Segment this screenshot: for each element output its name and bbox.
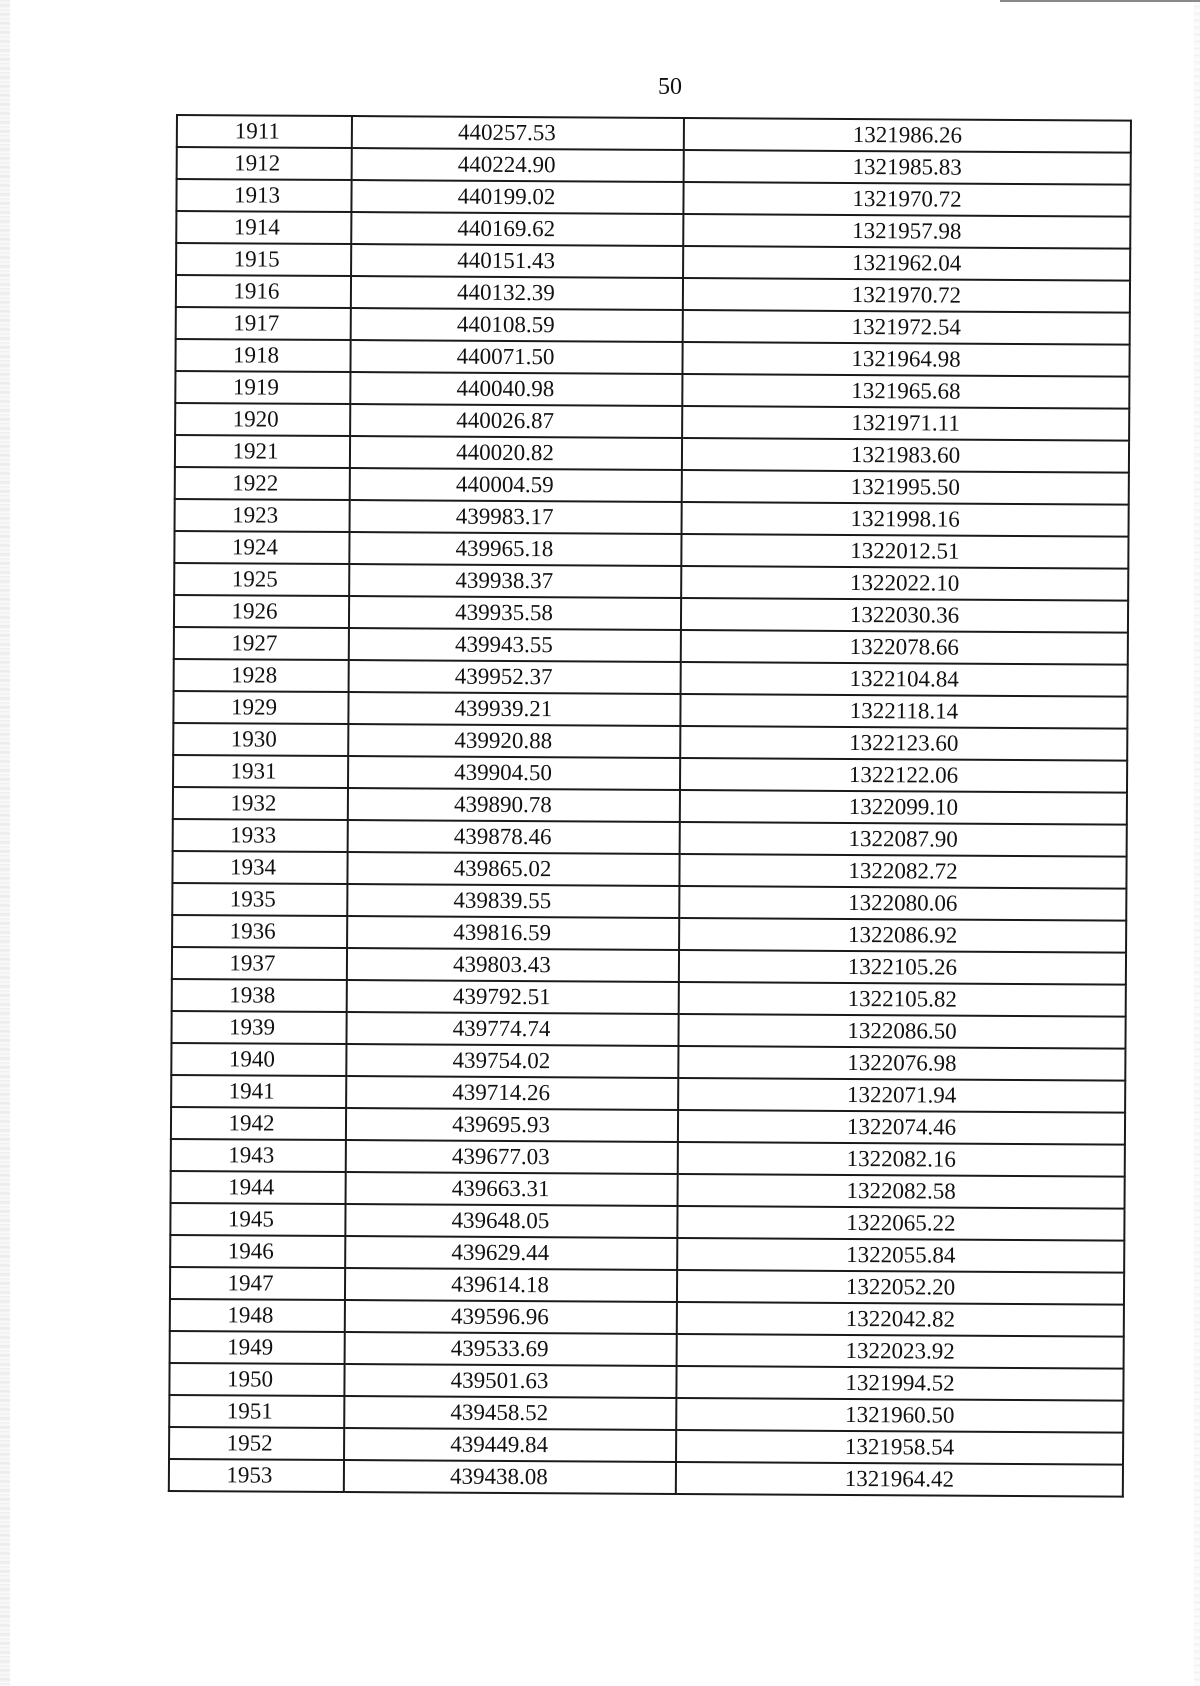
point-number-cell: 1935 — [172, 883, 347, 916]
point-number-cell: 1943 — [171, 1139, 346, 1172]
x-coordinate-cell: 440257.53 — [352, 116, 684, 150]
coordinate-table-wrapper — [168, 114, 1130, 1498]
y-coordinate-cell: 1322080.06 — [679, 886, 1126, 921]
y-coordinate-cell: 1321972.54 — [683, 310, 1130, 345]
x-coordinate-cell: 440004.59 — [350, 468, 682, 502]
x-coordinate-cell: 440132.39 — [351, 276, 683, 310]
point-number-cell: 1945 — [170, 1203, 345, 1236]
y-coordinate-cell: 1322055.84 — [677, 1238, 1124, 1273]
scan-top-line — [1000, 0, 1200, 2]
x-coordinate-cell: 439458.52 — [344, 1396, 676, 1430]
y-coordinate-cell: 1322118.14 — [680, 694, 1127, 729]
x-coordinate-cell: 439803.43 — [347, 948, 679, 982]
point-number-cell: 1921 — [175, 435, 350, 468]
y-coordinate-cell: 1322042.82 — [677, 1302, 1124, 1337]
y-coordinate-cell: 1321985.83 — [684, 150, 1131, 185]
x-coordinate-cell: 440020.82 — [350, 436, 682, 470]
point-number-cell: 1952 — [169, 1427, 344, 1460]
x-coordinate-cell: 439904.50 — [348, 756, 680, 790]
y-coordinate-cell: 1321958.54 — [676, 1430, 1123, 1465]
y-coordinate-cell: 1321994.52 — [676, 1366, 1123, 1401]
point-number-cell: 1911 — [177, 115, 352, 148]
x-coordinate-cell: 439939.21 — [348, 692, 680, 726]
x-coordinate-cell: 440026.87 — [350, 404, 682, 438]
coordinate-table-body — [169, 115, 1131, 1497]
y-coordinate-cell: 1322105.82 — [679, 982, 1126, 1017]
table-row — [169, 1459, 1123, 1497]
x-coordinate-cell: 440199.02 — [351, 180, 683, 214]
x-coordinate-cell: 439629.44 — [345, 1236, 677, 1270]
y-coordinate-cell: 1322030.36 — [681, 598, 1128, 633]
y-coordinate-cell: 1322076.98 — [678, 1046, 1125, 1081]
x-coordinate-cell: 439935.58 — [349, 596, 681, 630]
x-coordinate-cell: 440071.50 — [350, 340, 682, 374]
x-coordinate-cell: 439920.88 — [348, 724, 680, 758]
point-number-cell: 1927 — [174, 627, 349, 660]
point-number-cell: 1916 — [176, 275, 351, 308]
y-coordinate-cell: 1321962.04 — [683, 246, 1130, 281]
x-coordinate-cell: 439792.51 — [347, 980, 679, 1014]
x-coordinate-cell: 439663.31 — [346, 1172, 678, 1206]
point-number-cell: 1925 — [174, 563, 349, 596]
point-number-cell: 1914 — [176, 211, 351, 244]
x-coordinate-cell: 439596.96 — [345, 1300, 677, 1334]
point-number-cell: 1951 — [169, 1395, 344, 1428]
y-coordinate-cell: 1322078.66 — [681, 630, 1128, 665]
y-coordinate-cell: 1321995.50 — [682, 470, 1129, 505]
y-coordinate-cell: 1321998.16 — [682, 502, 1129, 537]
point-number-cell: 1930 — [173, 723, 348, 756]
x-coordinate-cell: 440151.43 — [351, 244, 683, 278]
x-coordinate-cell: 439695.93 — [346, 1108, 678, 1142]
point-number-cell: 1947 — [170, 1267, 345, 1300]
point-number-cell: 1949 — [170, 1331, 345, 1364]
point-number-cell: 1942 — [171, 1107, 346, 1140]
x-coordinate-cell: 439938.37 — [349, 564, 681, 598]
point-number-cell: 1953 — [169, 1459, 344, 1492]
point-number-cell: 1944 — [171, 1171, 346, 1204]
y-coordinate-cell: 1321970.72 — [683, 278, 1130, 313]
scan-edge-right — [1194, 0, 1200, 1686]
point-number-cell: 1928 — [174, 659, 349, 692]
point-number-cell: 1932 — [173, 787, 348, 820]
x-coordinate-cell: 439677.03 — [346, 1140, 678, 1174]
y-coordinate-cell: 1321964.42 — [676, 1462, 1123, 1497]
x-coordinate-cell: 439648.05 — [345, 1204, 677, 1238]
page-number: 50 — [658, 74, 682, 100]
point-number-cell: 1937 — [172, 947, 347, 980]
point-number-cell: 1933 — [173, 819, 348, 852]
x-coordinate-cell: 439865.02 — [347, 852, 679, 886]
y-coordinate-cell: 1321970.72 — [683, 182, 1130, 217]
y-coordinate-cell: 1322082.16 — [678, 1142, 1125, 1177]
x-coordinate-cell: 439714.26 — [346, 1076, 678, 1110]
x-coordinate-cell: 439839.55 — [347, 884, 679, 918]
y-coordinate-cell: 1321986.26 — [684, 118, 1131, 153]
x-coordinate-cell: 439983.17 — [350, 500, 682, 534]
y-coordinate-cell: 1321964.98 — [682, 342, 1129, 377]
point-number-cell: 1917 — [176, 307, 351, 340]
point-number-cell: 1923 — [175, 499, 350, 532]
y-coordinate-cell: 1321960.50 — [676, 1398, 1123, 1433]
point-number-cell: 1939 — [171, 1011, 346, 1044]
y-coordinate-cell: 1322082.58 — [678, 1174, 1125, 1209]
point-number-cell: 1941 — [171, 1075, 346, 1108]
y-coordinate-cell: 1322122.06 — [680, 758, 1127, 793]
x-coordinate-cell: 440040.98 — [350, 372, 682, 406]
y-coordinate-cell: 1322052.20 — [677, 1270, 1124, 1305]
point-number-cell: 1936 — [172, 915, 347, 948]
y-coordinate-cell: 1322105.26 — [679, 950, 1126, 985]
y-coordinate-cell: 1322012.51 — [681, 534, 1128, 569]
point-number-cell: 1924 — [174, 531, 349, 564]
point-number-cell: 1929 — [173, 691, 348, 724]
y-coordinate-cell: 1321983.60 — [682, 438, 1129, 473]
point-number-cell: 1948 — [170, 1299, 345, 1332]
x-coordinate-cell: 439965.18 — [349, 532, 681, 566]
y-coordinate-cell: 1322065.22 — [677, 1206, 1124, 1241]
point-number-cell: 1934 — [172, 851, 347, 884]
point-number-cell: 1950 — [169, 1363, 344, 1396]
x-coordinate-cell: 439501.63 — [344, 1364, 676, 1398]
point-number-cell: 1915 — [176, 243, 351, 276]
y-coordinate-cell: 1322104.84 — [681, 662, 1128, 697]
x-coordinate-cell: 439816.59 — [347, 916, 679, 950]
x-coordinate-cell: 440224.90 — [352, 148, 684, 182]
point-number-cell: 1913 — [176, 179, 351, 212]
point-number-cell: 1946 — [170, 1235, 345, 1268]
x-coordinate-cell: 440169.62 — [351, 212, 683, 246]
y-coordinate-cell: 1322087.90 — [680, 822, 1127, 857]
y-coordinate-cell: 1322071.94 — [678, 1078, 1125, 1113]
y-coordinate-cell: 1322086.92 — [679, 918, 1126, 953]
point-number-cell: 1920 — [175, 403, 350, 436]
y-coordinate-cell: 1322022.10 — [681, 566, 1128, 601]
y-coordinate-cell: 1322023.92 — [677, 1334, 1124, 1369]
point-number-cell: 1926 — [174, 595, 349, 628]
point-number-cell: 1918 — [175, 339, 350, 372]
point-number-cell: 1938 — [172, 979, 347, 1012]
y-coordinate-cell: 1322123.60 — [680, 726, 1127, 761]
x-coordinate-cell: 439754.02 — [346, 1044, 678, 1078]
x-coordinate-cell: 439438.08 — [344, 1460, 676, 1494]
x-coordinate-cell: 439449.84 — [344, 1428, 676, 1462]
x-coordinate-cell: 439614.18 — [345, 1268, 677, 1302]
y-coordinate-cell: 1321965.68 — [682, 374, 1129, 409]
point-number-cell: 1940 — [171, 1043, 346, 1076]
y-coordinate-cell: 1322082.72 — [679, 854, 1126, 889]
point-number-cell: 1931 — [173, 755, 348, 788]
y-coordinate-cell: 1322086.50 — [678, 1014, 1125, 1049]
x-coordinate-cell: 439943.55 — [349, 628, 681, 662]
point-number-cell: 1912 — [177, 147, 352, 180]
scan-edge-left — [0, 0, 10, 1686]
x-coordinate-cell: 439533.69 — [345, 1332, 677, 1366]
x-coordinate-cell: 439774.74 — [346, 1012, 678, 1046]
y-coordinate-cell: 1322074.46 — [678, 1110, 1125, 1145]
y-coordinate-cell: 1321971.11 — [682, 406, 1129, 441]
x-coordinate-cell: 439952.37 — [349, 660, 681, 694]
x-coordinate-cell: 439890.78 — [348, 788, 680, 822]
coordinate-table — [168, 114, 1132, 1498]
point-number-cell: 1922 — [175, 467, 350, 500]
y-coordinate-cell: 1321957.98 — [683, 214, 1130, 249]
x-coordinate-cell: 439878.46 — [348, 820, 680, 854]
point-number-cell: 1919 — [175, 371, 350, 404]
y-coordinate-cell: 1322099.10 — [680, 790, 1127, 825]
x-coordinate-cell: 440108.59 — [351, 308, 683, 342]
